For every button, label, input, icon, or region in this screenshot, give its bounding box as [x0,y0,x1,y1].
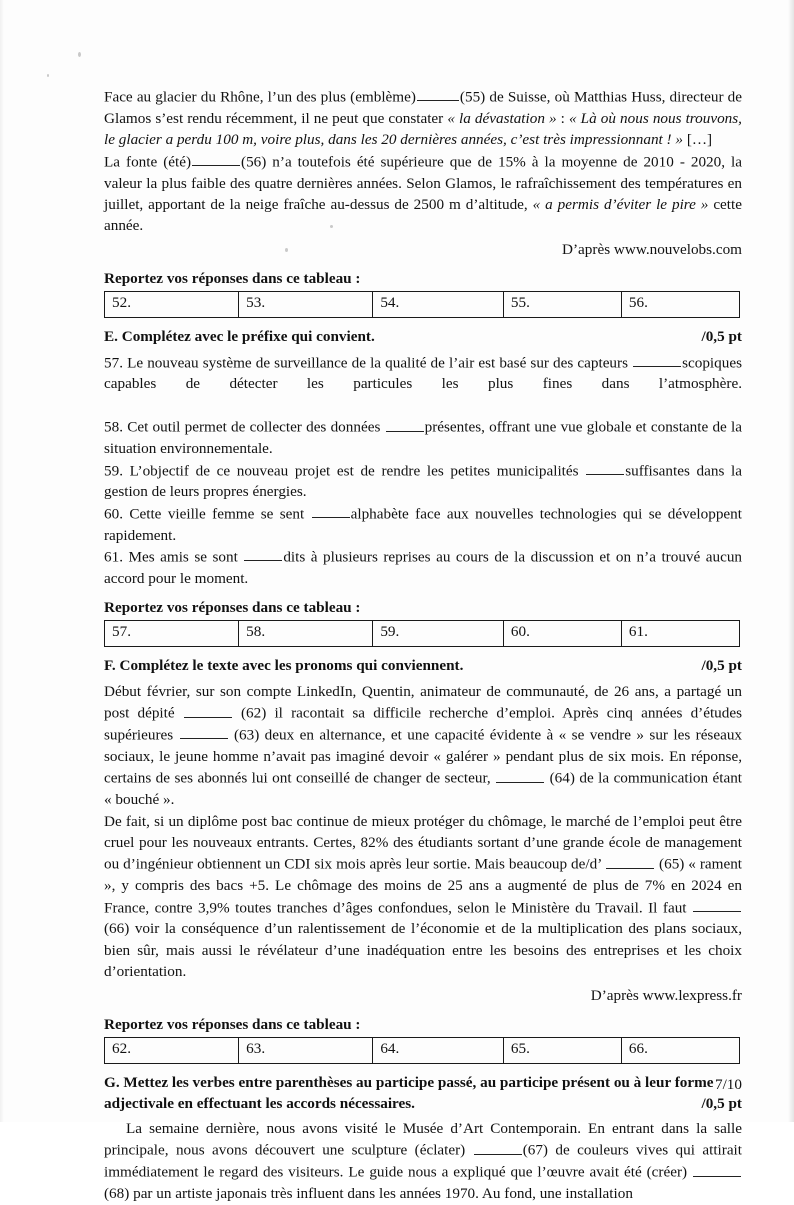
answer-blank-59[interactable] [586,460,624,475]
section-g-points: /0,5 pt [701,1094,742,1112]
answer-cell-56[interactable]: 56. [621,292,739,318]
item-60-text-b: alphabète face aux nouvelles technologies qui se développent rapidement. [104,505,742,544]
glacier-text-a: Face au glacier du Rhône, l’un des plus (emblème) [104,88,416,106]
item-57-number: 57. [104,354,123,372]
item-58-text-b: présentes, offrant une vue globale et constante de la situation environnementale. [104,418,742,458]
glacier-text-b: (55) de Suisse, où Matthias Huss, directeur de Glamos s’est rendu récemment, il ne peut que constater [104,88,742,127]
scan-speck [78,52,81,57]
answer-blank-58[interactable] [386,416,424,431]
scan-speck [47,74,49,77]
answer-blank-67[interactable] [474,1139,522,1154]
report-label-2: Reportez vos réponses dans ce tableau : [104,599,361,617]
fonte-text-c: cette année. [104,195,742,235]
answer-cell-54[interactable]: 54. [373,292,504,318]
g-p1-text-b: (67) de couleurs vives qui attirait immédiatement le regard des visiteurs. Le guide nous a expliqué que l’œuvre avait été (créer) [104,1141,743,1181]
section-f-title: F. Complétez le texte avec les pronoms qui conviennent. [104,657,464,675]
item-61-number: 61. [104,548,123,566]
fonte-text-b: (56) n’a toutefois été supérieure que de 15% à la moyenne de 2010 - 2020, la valeur la plus faible des quatre dernières années. Selon Glamos, le rafraîchissement des températures en juillet, apportant de la neige fraîche au-dessus de 2500 m d’altitude, [104,153,742,213]
table-row [105,621,740,647]
f-p2-text-c: (66) voir la conséquence d’un ralentissement de l’économie et de la multiplication des plans sociaux, bien sûr, mais aussi le révélateur d’une inadéquation entre les besoins des entreprises et les choix d’orientation. [104,920,742,981]
answer-cell-63[interactable]: 63. [239,1038,373,1064]
page-content [104,86,742,1205]
item-57-text-b: scopiques capables de détecter les particules les plus fines dans l’atmosphère. [104,354,742,393]
answer-blank-66[interactable] [693,897,741,912]
page-number: 7/10 [714,1076,742,1093]
section-heading-f [104,656,742,677]
answer-cell-60[interactable]: 60. [503,621,621,647]
item-59-number: 59. [104,461,123,479]
answer-cell-65[interactable]: 65. [503,1038,621,1064]
question-item-58 [104,416,742,459]
section-e-title: E. Complétez avec le préfixe qui convient. [104,328,375,346]
f-p2-text-a: De fait, si un diplôme post bac continue de mieux protéger du chômage, le marché de l’emploi peut être cruel pour les nouveaux entrants. Certes, 82% des étudiants sortant d’une grande école de management ou d’ingénieur obtiennent un CDI six mois après leur sortie. Mais beaucoup de/d’ [104,812,742,873]
question-item-61 [104,546,742,589]
answer-blank-57[interactable] [633,352,681,367]
item-60-text-a: Cette vieille femme se sent [122,505,305,523]
question-item-59 [104,460,742,503]
f-p1-text-d: (64) de la communication étant « bouché ». [104,769,743,809]
glacier-quote-sep: : [556,109,569,127]
section-heading-g [104,1073,742,1114]
section-heading-e [104,327,742,348]
paragraph-f-2 [104,811,742,983]
answer-blank-63[interactable] [180,724,228,739]
answer-cell-66[interactable]: 66. [621,1038,739,1064]
answer-blank-62[interactable] [184,702,232,717]
answer-cell-62[interactable]: 62. [105,1038,239,1064]
item-59-text-b: suffisantes dans la gestion de leurs propres énergies. [104,461,742,501]
scan-edge-left [0,0,4,1122]
item-59-text-a: L’objectif de ce nouveau projet est de rendre les petites municipalités [122,461,579,479]
g-p1-text-a: La semaine dernière, nous avons visité le Musée d’Art Contemporain. En entrant dans la salle principale, nous avons découvert une sculpture (éclater) [104,1120,742,1159]
item-61-text-b: dits à plusieurs reprises au cours de la discussion et on n’a trouvé aucun accord pour le moment. [104,548,743,587]
f-p1-text-c: (63) deux en alternance, et une capacité évidente à « se vendre » sur les réseaux sociaux, le jeune homme n’avait pas imaginé devoir « galérer » pendant plus de six mois. En réponse, certains de ses abonnés lui ont conseillé de changer de secteur, [104,726,743,787]
answer-blank-65[interactable] [606,853,654,868]
answers-table-57-61 [104,620,740,647]
answer-cell-53[interactable]: 53. [239,292,373,318]
glacier-quote-devastation: « la dévastation » [447,109,557,127]
item-58-text-a: Cet outil permet de collecter des données [122,418,381,436]
answer-blank-55[interactable] [417,86,459,101]
attribution-nouvelobs: D’après www.nouvelobs.com [562,240,742,258]
report-label-3: Reportez vos réponses dans ce tableau : [104,1016,361,1034]
answer-blank-64[interactable] [496,767,544,782]
paragraph-glacier [104,86,742,151]
table-row [105,1038,740,1064]
glacier-quote-long: « Là où nous nous trouvons, le glacier a perdu 100 m, voire plus, dans les 20 dernières années, c’est très impressionnant ! » [104,109,742,149]
answer-cell-58[interactable]: 58. [239,621,373,647]
answer-cell-64[interactable]: 64. [373,1038,504,1064]
g-p1-text-c: (68) par un artiste japonais très influent dans les années 1970. Au fond, une installation [104,1185,633,1203]
answer-blank-60[interactable] [312,503,350,518]
item-61-text-a: Mes amis se sont [122,548,238,566]
report-label-1: Reportez vos réponses dans ce tableau : [104,270,361,288]
item-57-text-a: Le nouveau système de surveillance de la qualité de l’air est basé sur des capteurs [122,354,628,372]
answer-blank-68[interactable] [693,1161,741,1176]
scan-edge-right [788,0,794,1122]
table-row [105,292,740,318]
answer-cell-59[interactable]: 59. [373,621,504,647]
fonte-quote: « a permis d’éviter le pire » [532,195,709,213]
item-58-number: 58. [104,418,123,436]
answer-cell-57[interactable]: 57. [105,621,239,647]
attribution-lexpress: D’après www.lexpress.fr [590,986,742,1004]
f-p1-text-b: (62) il racontait sa difficile recherche d’emploi. Après cinq années d’études supérieures [104,704,743,744]
answer-cell-61[interactable]: 61. [621,621,739,647]
paragraph-f-1 [104,681,742,811]
question-item-60 [104,503,742,546]
answer-cell-52[interactable]: 52. [105,292,239,318]
section-e-points: /0,5 pt [701,328,742,346]
glacier-ellipsis: […] [683,131,713,149]
section-f-points: /0,5 pt [701,657,742,675]
section-g-title: G. Mettez les verbes entre parenthèses au participe passé, au participe présent ou à leur forme adjectivale en effectuant les accords nécessaires. [104,1074,714,1112]
item-60-number: 60. [104,505,123,523]
paragraph-fonte [104,151,742,237]
question-item-57 [104,352,742,417]
paragraph-g-1 [104,1118,742,1205]
answer-cell-55[interactable]: 55. [503,292,621,318]
answer-blank-56[interactable] [192,151,240,166]
fonte-text-a: La fonte (été) [104,153,192,171]
f-p1-text-a: Début février, sur son compte LinkedIn, Quentin, animateur de communauté, de 26 ans, a partagé un post dépité [104,682,742,722]
answers-table-52-56 [104,291,740,318]
answers-table-62-66 [104,1037,740,1064]
answer-blank-61[interactable] [244,546,282,561]
f-p2-text-b: (65) « rament », y compris des bacs +5. Le chômage des moins de 25 ans a augmenté de plus de 7% en 2024 en France, contre 3,9% toutes tranches d’âges confondues, selon le Ministère du Travail. Il faut [104,855,743,917]
